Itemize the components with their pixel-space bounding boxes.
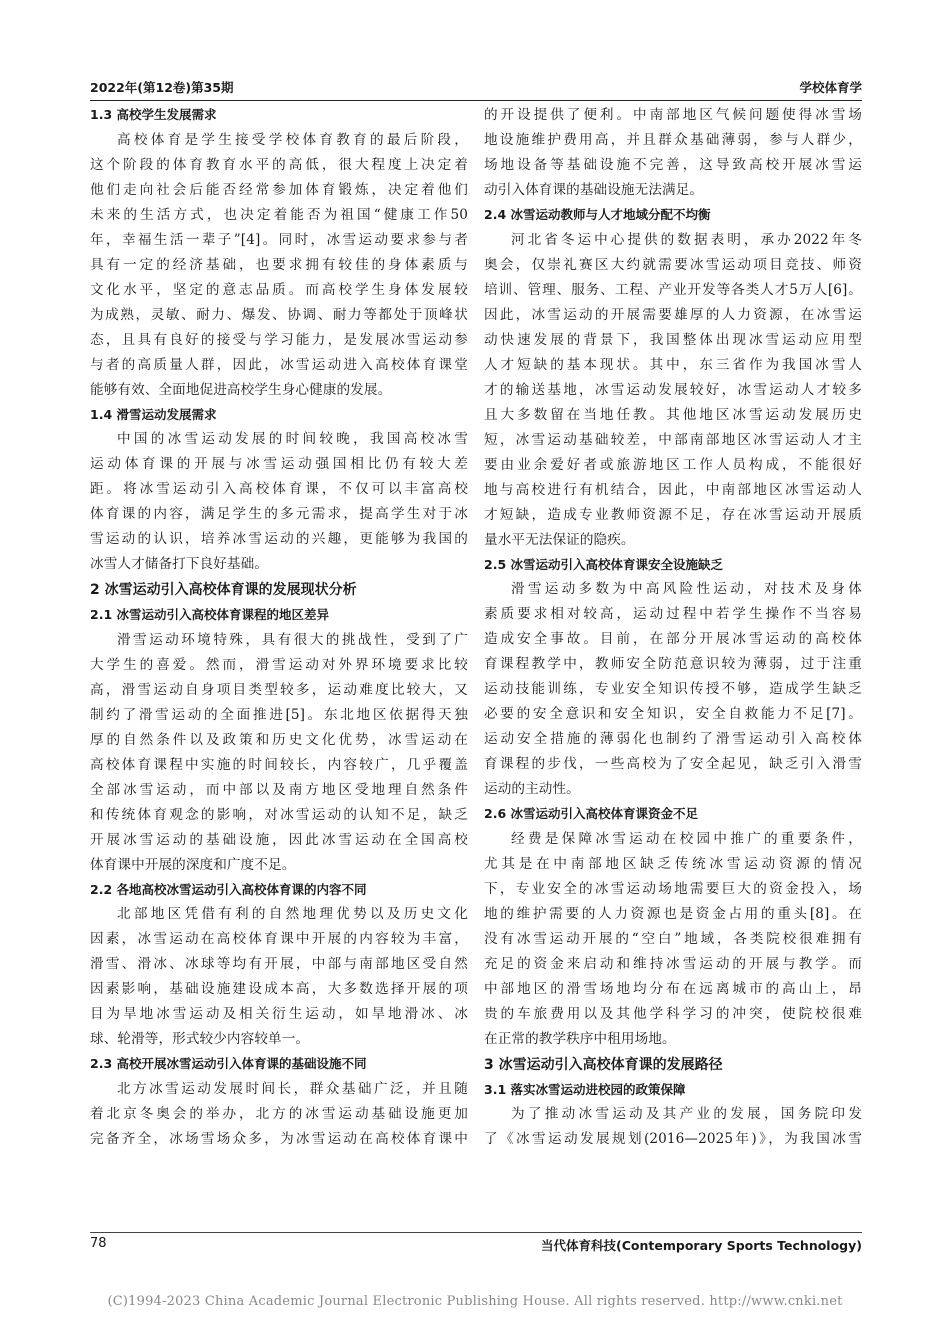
text-line: 经费是保障冰雪运动在校园中推广的重要条件， (511, 830, 862, 847)
section-heading: 2 冰雪运动引入高校体育课的发展现状分析 (90, 582, 357, 598)
text-line: 才短缺，造成专业教师资源不足，存在冰雪运动开展质 (484, 506, 862, 523)
subsection-heading: 3.1 落实冰雪运动进校园的政策保障 (484, 1081, 686, 1097)
text-line: 河北省冬运中心提供的数据表明，承办2022年冬 (511, 231, 862, 248)
text-line: 尤其是在中南部地区缺乏传统冰雪运动资源的情况 (484, 855, 862, 872)
text-line: 育课程教学中，教师安全防范意识较为薄弱，过于注重 (484, 656, 862, 672)
text-line: 中国的冰雪运动发展的时间较晚，我国高校冰雪 (117, 431, 468, 447)
text-line: 培训、管理、服务、工程、产业开发等各类人才5万人[6]。 (484, 281, 862, 298)
text-line: 体育课中开展的深度和广度不足。 (90, 856, 296, 873)
text-line: 运动安全措施的薄弱化也制约了滑雪运动引入高校体 (484, 731, 862, 747)
text-line: 高校体育是学生接受学校体育教育的最后阶段， (117, 131, 468, 148)
text-line: 北部地区凭借有利的自然地理优势以及历史文化 (117, 906, 468, 922)
text-line: 未来的生活方式，也决定着能否为祖国“健康工作50 (90, 206, 468, 223)
text-line: 且大多数留在当地任教。其他地区冰雪运动发展历史 (484, 406, 862, 423)
text-line: 动引入体育课的基础设施无法满足。 (484, 182, 704, 198)
left-column (90, 103, 468, 1152)
text-line: 地设施维护费用高，并且群众基础薄弱，参与人群少， (484, 132, 862, 148)
subsection-heading: 2.1 冰雪运动引入高校体育课程的地区差异 (90, 607, 329, 622)
text-line: 的开设提供了便利。中南部地区气候问题使得冰雪场 (484, 107, 862, 123)
text-line: 文化水平，坚定的意志品质。而高校学生身体发展较 (90, 281, 468, 298)
text-line: 距。将冰雪运动引入高校体育课，不仅可以丰富高校 (90, 481, 468, 497)
subsection-heading: 1.3 高校学生发展需求 (90, 107, 217, 122)
text-line: 运动技能训练，专业安全知识传授不够，造成学生缺乏 (484, 681, 862, 697)
subsection-heading: 2.2 各地高校冰雪运动引入高校体育课的内容不同 (90, 881, 367, 897)
text-line: 育课程的步伐，一些高校为了安全起见，缺乏引入滑雪 (484, 756, 862, 772)
footer-rule (90, 1232, 862, 1233)
text-line: 滑雪运动多数为中高风险性运动，对技术及身体 (511, 581, 862, 597)
paragraph (484, 103, 862, 203)
text-line: 因素，冰雪运动在高校体育课中开展的内容较为丰富， (90, 931, 468, 947)
text-line: 球、轮滑等，形式较少内容较单一。 (90, 1031, 310, 1047)
paragraph (90, 1077, 468, 1152)
text-line: 他们走向社会后能否经常参加体育锻炼，决定着他们 (90, 181, 468, 198)
text-line: 人才短缺的基本现状。其中，东三省作为我国冰雪人 (484, 356, 862, 373)
text-line: 北方冰雪运动发展时间长，群众基础广泛，并且随 (117, 1080, 468, 1097)
text-line: 充足的资金来启动和维持冰雪运动的开展与教学。而 (484, 955, 862, 972)
subsection-heading: 2.3 高校开展冰雪运动引入体育课的基础设施不同 (90, 1056, 367, 1071)
text-line: 地与高校进行有机结合，因此，中南部地区冰雪运动人 (484, 481, 862, 498)
text-line: 具有一定的经济基础，也要求拥有较佳的身体素质与 (90, 256, 468, 273)
text-line: 冰雪人才储备打下良好基础。 (90, 556, 269, 572)
text-line: 因此，冰雪运动的开展需要雄厚的人力资源，在冰雪运 (484, 306, 862, 323)
text-line: 造成安全事故。目前，在部分开展冰雪运动的高校体 (484, 631, 862, 647)
paragraph (90, 427, 468, 577)
text-line: 场地设备等基础设施不完善，这导致高校开展冰雪运 (484, 157, 862, 173)
text-line: 体育课的内容，满足学生的多元需求，提高学生对于冰 (90, 506, 468, 522)
text-line: 高，滑雪运动自身项目类型较多，运动难度比较大，又 (90, 681, 468, 698)
text-line: 在正常的教学秩序中租用场地。 (484, 1030, 676, 1047)
text-line: 高校体育课程中实施的时间较长，内容较广，几乎覆盖 (90, 756, 468, 773)
text-line: 量水平无法保证的隐疾。 (484, 531, 635, 548)
text-line: 态，且具有良好的接受与学习能力，是发展冰雪运动参 (90, 331, 468, 348)
paragraph (484, 577, 862, 802)
paragraph (484, 228, 862, 553)
text-line: 厚的自然条件以及政策和历史文化优势，冰雪运动在 (90, 731, 468, 748)
text-line: 能够有效、全面地促进高校学生身心健康的发展。 (90, 381, 392, 398)
text-line: 奥会，仅崇礼赛区大约就需要冰雪运动项目竞技、师资 (484, 256, 862, 273)
text-line: 因素影响，基础设施建设成本高，大多数选择开展的项 (90, 981, 468, 997)
text-line: 和传统体育观念的影响，对冰雪运动的认知不足，缺乏 (90, 806, 468, 823)
section-heading: 3 冰雪运动引入高校体育课的发展路径 (484, 1056, 723, 1073)
text-line: 滑雪、滑冰、冰球等均有开展，中部与南部地区受自然 (90, 956, 468, 972)
text-line: 制约了滑雪运动的全面推进[5]。东北地区依据得天独 (90, 706, 468, 723)
paragraph (90, 628, 468, 878)
text-line: 动快速发展的背景下，我国整体出现冰雪运动应用型 (484, 331, 862, 348)
text-line: 大学生的喜爱。然而，滑雪运动对外界环境要求比较 (90, 656, 468, 673)
paragraph (484, 1102, 862, 1152)
text-line: 运动体育课的开展与冰雪运动强国相比仍有较大差 (90, 456, 468, 472)
subsection-heading: 2.6 冰雪运动引入高校体育课资金不足 (484, 806, 698, 821)
page-number: 78 (90, 1236, 107, 1251)
copyright-watermark: (C)1994-2023 China Academic Journal Electronic Publishing House. All rights reserved. http://www.cnki.net (107, 1294, 843, 1309)
text-line: 为成熟，灵敏、耐力、爆发、协调、耐力等都处于顶峰状 (90, 306, 468, 323)
running-head (90, 78, 862, 98)
text-line: 地的维护需要的人力资源也是资金占用的重头[8]。在 (484, 905, 862, 922)
paragraph (484, 827, 862, 1052)
subsection-heading: 2.4 冰雪运动教师与人才地域分配不均衡 (484, 207, 711, 222)
text-line: 必要的安全意识和安全知识，安全自救能力不足[7]。 (484, 706, 862, 722)
text-line: 运动的主动性。 (484, 781, 580, 797)
text-line: 短，冰雪运动基础较差，中部南部地区冰雪运动人才主 (484, 431, 862, 448)
text-line: 为了推动冰雪运动及其产业的发展，国务院印发 (511, 1106, 862, 1122)
text-line: 与者的高质量人群，因此，冰雪运动进入高校体育课堂 (90, 356, 468, 373)
text-line: 目为旱地冰雪运动及相关衍生运动，如旱地滑冰、冰 (90, 1006, 468, 1022)
text-line: 年，幸福生活一辈子”[4]。同时，冰雪运动要求参与者 (90, 231, 468, 248)
text-line: 了《冰雪运动发展规划(2016—2025年)》，为我国冰雪 (484, 1131, 862, 1147)
text-line: 要由业余爱好者或旅游地区工作人员构成，不能很好 (484, 456, 862, 473)
text-line: 滑雪运动环境特殊，具有很大的挑战性，受到了广 (117, 631, 468, 648)
issue-info: 2022年(第12卷)第35期 (90, 80, 234, 95)
subsection-heading: 1.4 滑雪运动发展需求 (90, 406, 217, 422)
text-line: 这个阶段的体育教育水平的高低，很大程度上决定着 (90, 156, 468, 173)
text-line: 全部冰雪运动，而中部以及南方地区受地理自然条件 (90, 781, 468, 798)
header-rule (90, 100, 862, 101)
paragraph (90, 902, 468, 1052)
text-line: 开展冰雪运动的基础设施，因此冰雪运动在全国高校 (90, 831, 468, 848)
text-line: 才的输送基地，冰雪运动发展较好，冰雪运动人才较多 (484, 381, 862, 398)
text-line: 着北京冬奥会的举办，北方的冰雪运动基础设施更加 (90, 1105, 468, 1122)
text-line: 中部地区的滑雪场地均分布在远离城市的高山上，昂 (484, 980, 862, 997)
text-line: 下，专业安全的冰雪运动场地需要巨大的资金投入，场 (484, 880, 862, 897)
right-column (484, 103, 862, 1152)
subsection-heading: 2.5 冰雪运动引入高校体育课安全设施缺乏 (484, 556, 723, 572)
text-line: 素质要求相对较高，运动过程中若学生操作不当容易 (484, 606, 862, 622)
text-line: 雪运动的认识，培养冰雪运动的兴趣，更能够为我国的 (90, 531, 468, 547)
text-line: 没有冰雪运动开展的“空白”地域，各类院校很难拥有 (484, 930, 862, 947)
text-line: 贵的车旅费用以及其他学科学习的冲突，使院校很难 (484, 1005, 862, 1022)
text-line: 完备齐全，冰场雪场众多，为冰雪运动在高校体育课中 (90, 1130, 468, 1147)
paragraph (90, 128, 468, 403)
section-name: 学校体育学 (799, 80, 862, 95)
journal-name: 当代体育科技(Contemporary Sports Technology) (541, 1238, 862, 1253)
